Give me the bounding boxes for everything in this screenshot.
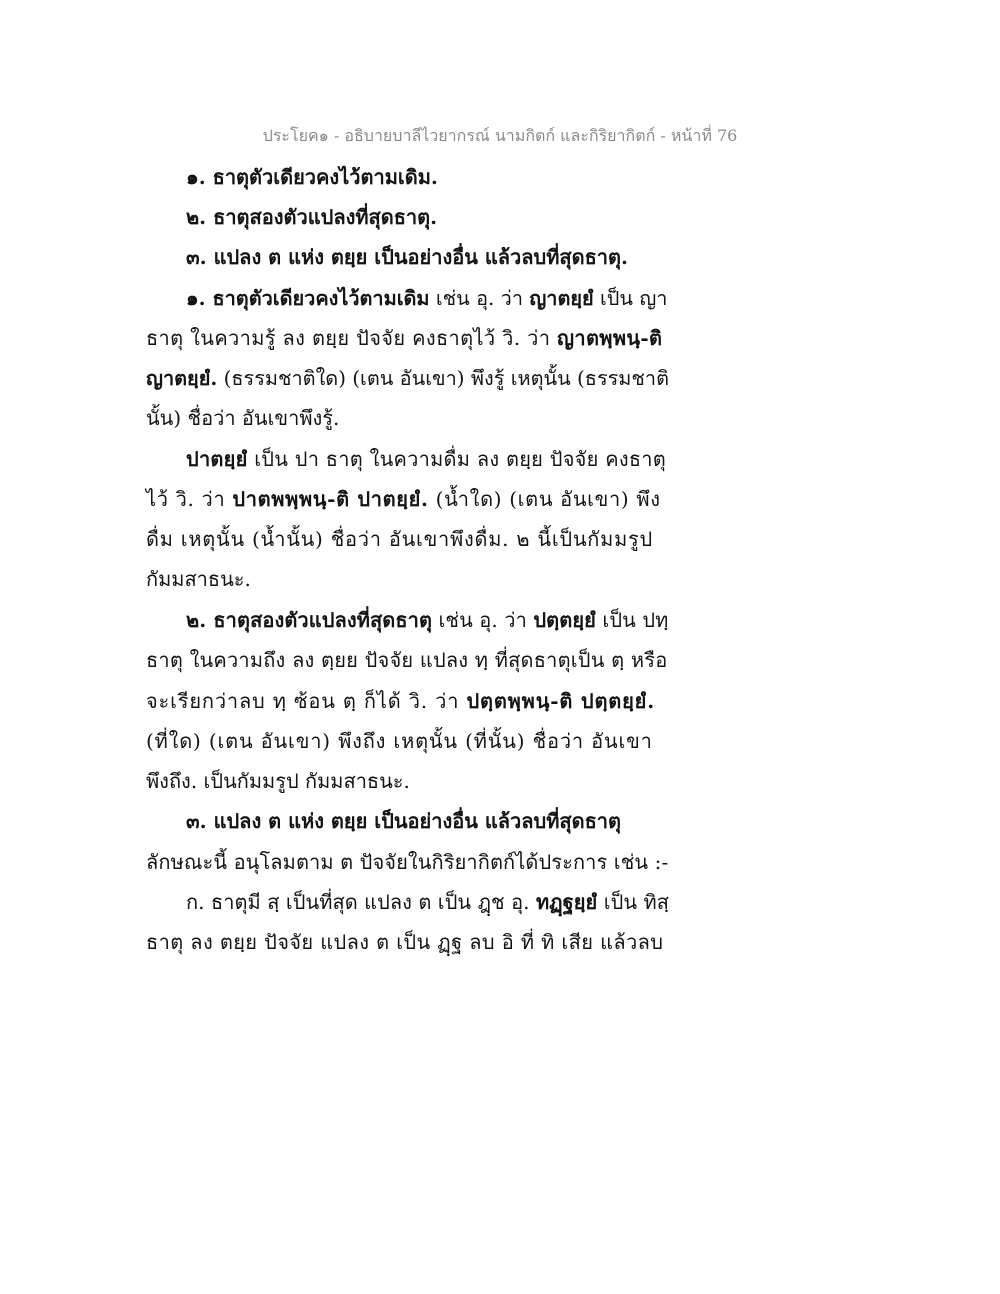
- text-line: [186, 283, 667, 313]
- bold-text: ญาตพฺพนฺ-ติ: [557, 326, 663, 350]
- text: พึงถึง. เป็นกัมมรูป กัมมสาธนะ.: [146, 769, 410, 793]
- text-line: [146, 686, 655, 716]
- text: นั้น) ชื่อว่า อันเขาพึงรู้.: [146, 406, 340, 430]
- text-line: [186, 202, 437, 232]
- bold-text: ทฏฺฐยฺยํ: [535, 890, 598, 914]
- text: ไว้ วิ. ว่า: [146, 487, 233, 511]
- bold-text: ญาตยฺยํ: [529, 286, 594, 310]
- text-line: [146, 323, 662, 353]
- text: กัมมสาธนะ.: [146, 567, 251, 591]
- text: (ธรรมชาติใด) (เตน อันเขา) พึงรู้ เหตุนั้น (ธรรมชาติ: [217, 367, 670, 390]
- text: จะเรียกว่าลบ ทฺ ซ้อน ตฺ ก็ได้ วิ. ว่า: [146, 689, 467, 713]
- text: (ที่ใด) (เตน อันเขา) พึงถึง เหตุนั้น (ที่นั้น) ชื่อว่า อันเขา: [146, 729, 653, 753]
- text-line: [146, 645, 667, 675]
- bold-text: ๒. ธาตุสองตัวแปลงที่สุดธาตุ: [186, 608, 433, 632]
- text: ธาตุ ลง ตยฺย ปัจจัย แปลง ต เป็น ฏฺฐ ลบ อิ ที่ ทิ เสีย แล้วลบ: [146, 930, 664, 954]
- bold-text: ๑. ธาตุตัวเดียวคงไว้ตามเดิม: [186, 286, 430, 310]
- page-header: ประโยค๑ - อธิบายบาลีไวยากรณ์ นามกิตก์ และกิริยากิตก์ - หน้าที่ 76: [262, 126, 738, 145]
- bold-text: ปตฺตพฺพนฺ-ติ ปตฺตยฺยํ.: [466, 689, 655, 713]
- text-line: [186, 444, 666, 474]
- bold-text: ๑. ธาตุตัวเดียวคงไว้ตามเดิม.: [186, 165, 438, 189]
- text: ธาตุ ในความรู้ ลง ตยฺย ปัจจัย คงธาตุไว้ วิ. ว่า: [146, 326, 557, 350]
- text: ธาตุ ในความถึง ลง ตฺยย ปัจจัย แปลง ทฺ ที่สุดธาตุเป็น ตฺ หรือ: [146, 648, 668, 672]
- text: ก. ธาตุมี สฺ เป็นที่สุด แปลง ต เป็น ฎฺช อุ.: [186, 890, 536, 914]
- bold-text: ๓. แปลง ต แห่ง ตยฺย เป็นอย่างอื่น แล้วลบที่สุดธาตุ.: [186, 245, 628, 269]
- text: เป็น ญา: [593, 287, 668, 310]
- bold-text: ๒. ธาตุสองตัวแปลงที่สุดธาตุ.: [186, 205, 438, 229]
- bold-text: ญาตยฺยํ.: [146, 366, 218, 390]
- text: เป็น ปา ธาตุ ในความดื่ม ลง ตยฺย ปัจจัย คงธาตุ: [247, 447, 667, 471]
- bold-text: ปตฺตยฺยํ: [533, 608, 596, 632]
- text: ลักษณะนี้ อนุโลมตาม ต ปัจจัยในกิริยากิตก์ได้ประการ เช่น :-: [146, 850, 669, 874]
- bold-text: ๓. แปลง ต แห่ง ตยฺย เป็นอย่างอื่น แล้วลบที่สุดธาตุ: [186, 809, 622, 833]
- bold-text: ปาตยฺยํ: [186, 447, 248, 471]
- text-line: [146, 403, 339, 433]
- text: เช่น อุ. ว่า: [429, 287, 530, 310]
- text: เป็น ทิสฺ: [597, 890, 669, 914]
- text-line: [186, 887, 669, 917]
- text-line: [186, 162, 438, 192]
- bold-text: ปาตพพฺพนฺ-ติ ปาตยฺยํ.: [232, 487, 429, 511]
- text-line: [146, 927, 663, 957]
- text-line: [146, 726, 653, 756]
- text-line: [186, 806, 621, 836]
- text: ดื่ม เหตุนั้น (น้ำนั้น) ชื่อว่า อันเขาพึงดื่ม. ๒ นี้เป็นกัมมรูป: [146, 527, 653, 551]
- text-line: [146, 847, 668, 877]
- text-line: [146, 363, 669, 393]
- text: เช่น อุ. ว่า: [432, 608, 534, 632]
- text: เป็น ปทฺ: [595, 608, 669, 632]
- text-line: [146, 766, 410, 796]
- text-line: [186, 242, 628, 272]
- text-line: [146, 484, 661, 514]
- text: (น้ำใด) (เตน อันเขา) พึง: [428, 487, 661, 511]
- text-line: [186, 605, 668, 635]
- text-line: [146, 524, 653, 554]
- text-line: [146, 564, 251, 594]
